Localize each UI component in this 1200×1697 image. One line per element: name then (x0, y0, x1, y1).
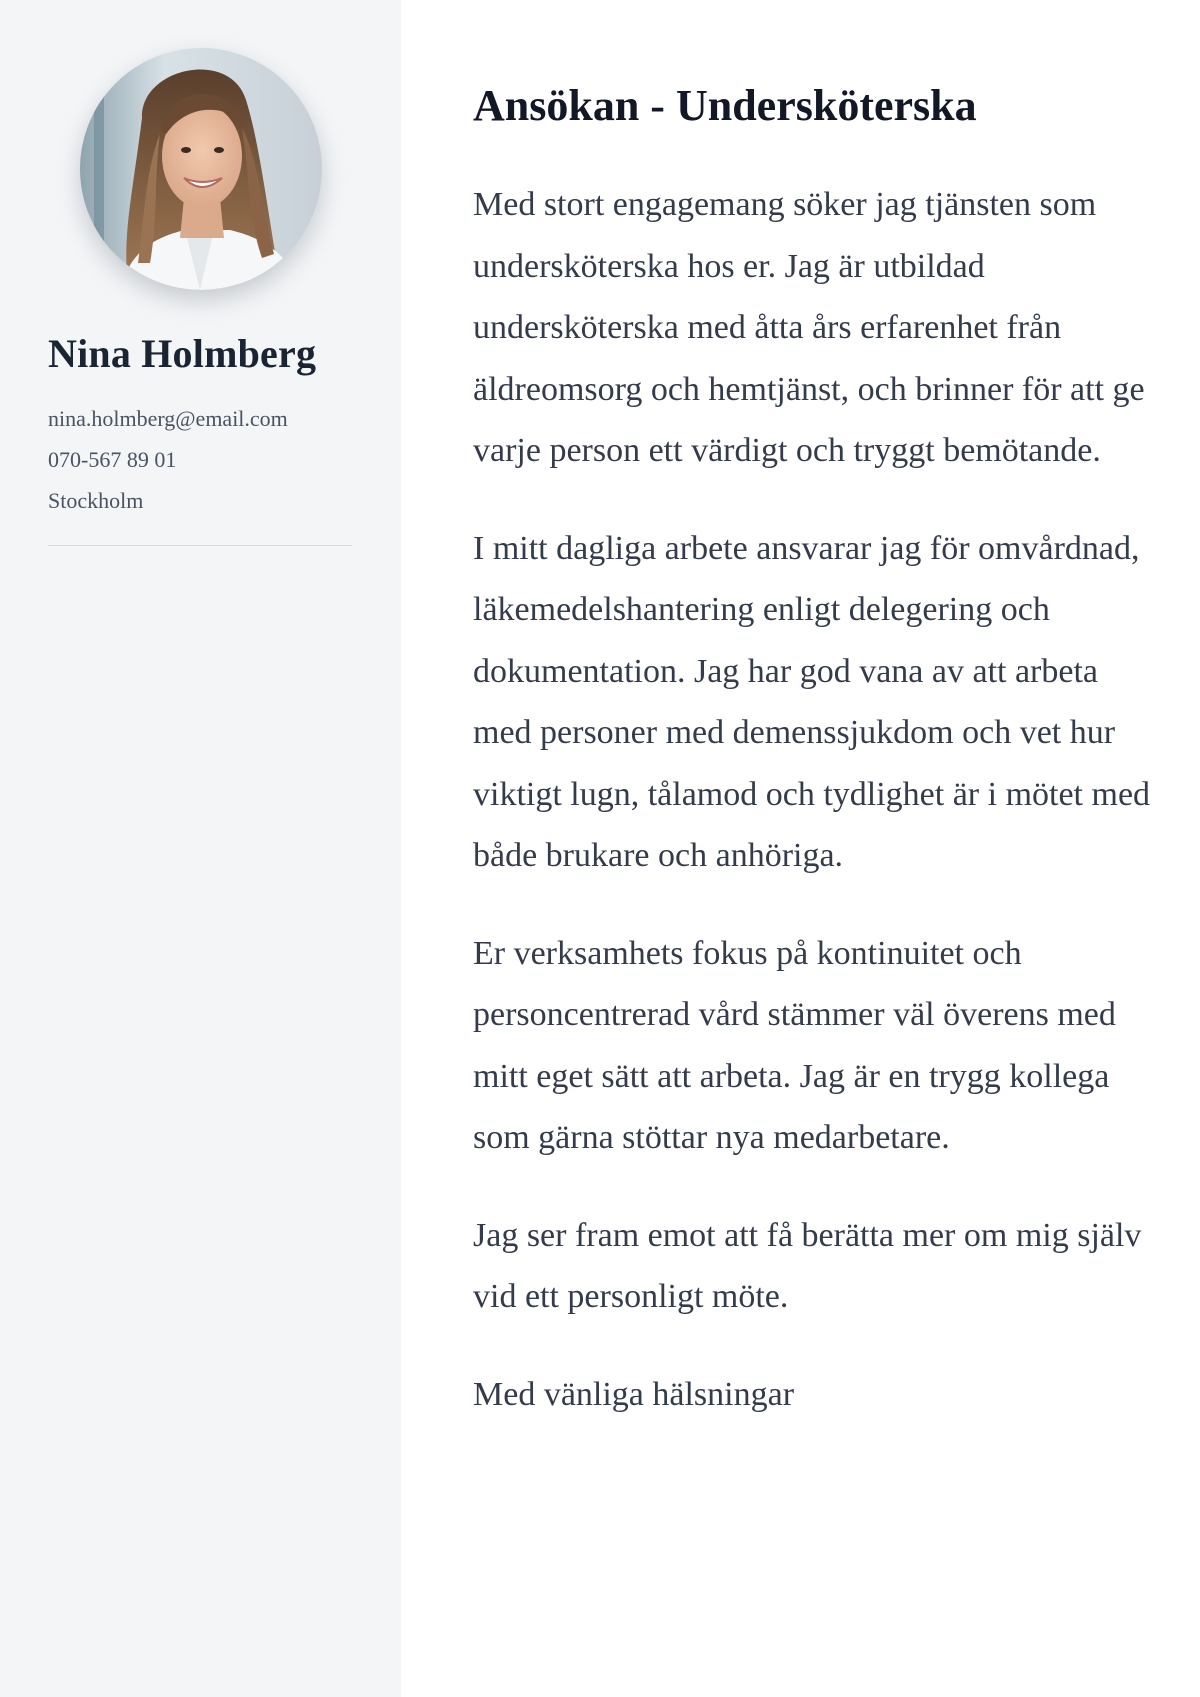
letter-body (401, 0, 1200, 1697)
profile-photo (80, 48, 322, 290)
letter-title: Ansökan - Undersköterska (473, 81, 977, 130)
email-text: nina.holmberg@email.com (48, 406, 288, 431)
letter-paragraph: Er verksamhets fokus på kontinuitet och personcentrerad vård stämmer väl överens med mitt eget sätt att arbeta. Jag är en trygg kollega som gärna stöttar nya medarbetare. (473, 934, 1116, 1156)
letter-paragraph: I mitt dagliga arbete ansvarar jag för omvårdnad, läkemedelshantering enligt delegering och dokumentation. Jag har god vana av att arbeta med personer med demenssjukdom och vet hur viktigt lugn, tålamod och tydlighet är i mötet med både brukare och anhöriga. (473, 529, 1151, 874)
phone-text: 070-567 89 01 (48, 447, 177, 472)
portrait-image (80, 48, 322, 290)
sidebar-divider (48, 545, 352, 546)
city-text: Stockholm (48, 488, 144, 513)
sidebar (0, 0, 401, 1697)
contact-info (48, 398, 353, 521)
letter-paragraph: Med stort engagemang söker jag tjänsten som undersköterska hos er. Jag är utbildad undersköterska med åtta års erfarenhet från äldreomsorg och hemtjänst, och brinner för att ge varje person ett värdigt och tryggt bemötande. (473, 186, 1145, 469)
letter-closing: Med vänliga hälsningar (473, 1375, 795, 1413)
letter-paragraph: Jag ser fram emot att få berätta mer om mig själv vid ett personligt möte. (473, 1216, 1142, 1315)
applicant-name: Nina Holmberg (48, 331, 317, 376)
